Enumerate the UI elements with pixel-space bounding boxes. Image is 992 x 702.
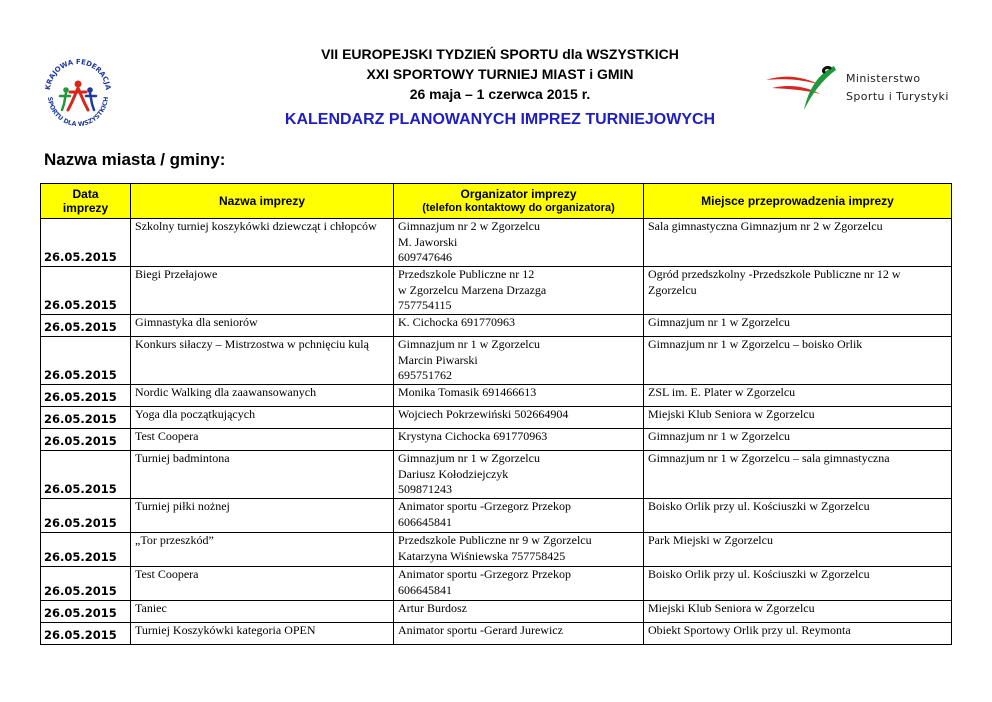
- event-organizer: [394, 451, 644, 499]
- event-name: „Tor przeszkód”: [131, 533, 394, 567]
- event-name: Biegi Przełajowe: [131, 267, 394, 315]
- event-date: 26.05.2015: [41, 533, 131, 567]
- organizer-line: Krystyna Cichocka 691770963: [398, 429, 548, 443]
- event-name: Szkolny turniej koszykówki dziewcząt i chłopców: [131, 219, 394, 267]
- event-organizer: [394, 407, 644, 429]
- events-table: [40, 183, 952, 645]
- table-row: [41, 407, 952, 429]
- event-place: Gimnazjum nr 1 w Zgorzelcu: [644, 429, 952, 451]
- table-row: [41, 623, 952, 645]
- organizer-line: w Zgorzelcu Marzena Drzazga: [398, 282, 547, 297]
- table-row: [41, 315, 952, 337]
- table-row: [41, 337, 952, 385]
- federation-logo-top-text: KRAJOWA FEDERACJA: [44, 57, 112, 91]
- event-organizer: [394, 219, 644, 267]
- event-date: 26.05.2015: [41, 267, 131, 315]
- table-row: [41, 429, 952, 451]
- event-date: 26.05.2015: [41, 601, 131, 623]
- organizer-line: Animator sportu -Grzegorz Przekop: [398, 567, 571, 581]
- event-place: Obiekt Sportowy Orlik przy ul. Reymonta: [644, 623, 952, 645]
- event-place: Boisko Orlik przy ul. Kościuszki w Zgorzelcu: [644, 567, 952, 601]
- organizer-line: 509871243: [398, 482, 452, 496]
- event-name: Taniec: [131, 601, 394, 623]
- event-place: Sala gimnastyczna Gimnazjum nr 2 w Zgorzelcu: [644, 219, 952, 267]
- event-place: Miejski Klub Seniora w Zgorzelcu: [644, 407, 952, 429]
- ministry-logo: [764, 64, 964, 114]
- city-label: Nazwa miasta / gminy:: [44, 150, 226, 169]
- header-date-line-2: imprezy: [62, 201, 109, 215]
- event-organizer: [394, 337, 644, 385]
- event-date: 26.05.2015: [41, 567, 131, 601]
- ministry-line-1: Ministerstwo: [846, 72, 921, 85]
- organizer-line: Gimnazjum nr 1 w Zgorzelcu: [398, 451, 540, 465]
- event-organizer: [394, 567, 644, 601]
- ministry-line-2: Sportu i Turystyki: [846, 90, 949, 103]
- organizer-line: 695751762: [398, 368, 452, 382]
- event-place: Gimnazjum nr 1 w Zgorzelcu – sala gimnastyczna: [644, 451, 952, 499]
- table-header-row: [41, 184, 952, 219]
- header-organizer-line-2: (telefon kontaktowy do organizatora): [422, 202, 615, 214]
- organizer-line: Gimnazjum nr 1 w Zgorzelcu: [398, 337, 540, 351]
- organizer-line: Przedszkole Publiczne nr 9 w Zgorzelcu: [398, 533, 592, 547]
- ministry-name: [846, 70, 949, 106]
- event-date: 26.05.2015: [41, 623, 131, 645]
- organizer-line: Animator sportu -Gerard Jurewicz: [398, 623, 563, 637]
- event-name: Turniej piłki nożnej: [131, 499, 394, 533]
- header-organizer: [394, 184, 644, 219]
- table-row: [41, 499, 952, 533]
- tournament-title: XXI SPORTOWY TURNIEJ MIAST i GMIN: [366, 66, 634, 82]
- svg-text:SPORTU DLA WSZYSTKICH: [46, 96, 110, 128]
- title-block: [200, 44, 800, 132]
- table-row: [41, 385, 952, 407]
- organizer-line: 606645841: [398, 582, 452, 597]
- event-name: Yoga dla początkujących: [131, 407, 394, 429]
- header-date-line-1: Data: [72, 187, 99, 201]
- organizer-line: 606645841: [398, 514, 452, 529]
- event-date: 26.05.2015: [41, 429, 131, 451]
- event-name: Gimnastyka dla seniorów: [131, 315, 394, 337]
- event-date: 26.05.2015: [41, 385, 131, 407]
- organizer-line: Gimnazjum nr 2 w Zgorzelcu: [398, 219, 540, 233]
- event-place: Gimnazjum nr 1 w Zgorzelcu: [644, 315, 952, 337]
- event-place: Ogród przedszkolny -Przedszkole Publiczne nr 12 w Zgorzelcu: [644, 267, 952, 315]
- organizer-line: Przedszkole Publiczne nr 12: [398, 267, 535, 281]
- table-row: [41, 267, 952, 315]
- event-organizer: [394, 429, 644, 451]
- table-row: [41, 567, 952, 601]
- event-organizer: [394, 499, 644, 533]
- table-row: [41, 533, 952, 567]
- organizer-line: 609747646: [398, 250, 452, 264]
- event-organizer: [394, 385, 644, 407]
- table-row: [41, 219, 952, 267]
- table-row: [41, 451, 952, 499]
- federation-logo-bottom-text: SPORTU DLA WSZYSTKICH: [45, 96, 111, 129]
- table-body: [41, 219, 952, 645]
- event-place: Gimnazjum nr 1 w Zgorzelcu – boisko Orlik: [644, 337, 952, 385]
- event-date: 26.05.2015: [41, 219, 131, 267]
- event-place: Miejski Klub Seniora w Zgorzelcu: [644, 601, 952, 623]
- page-header: [0, 0, 992, 150]
- organizer-line: Dariusz Kołodziejczyk: [398, 466, 509, 481]
- header-place: Miejsce przeprowadzenia imprezy: [644, 184, 952, 219]
- event-date: 26.05.2015: [41, 499, 131, 533]
- federation-logo: [38, 52, 118, 132]
- organizer-line: M. Jaworski: [398, 234, 458, 249]
- event-date: 26.05.2015: [41, 451, 131, 499]
- event-title: VII EUROPEJSKI TYDZIEŃ SPORTU dla WSZYSTKICH: [321, 46, 679, 62]
- event-date: 26.05.2015: [41, 315, 131, 337]
- event-organizer: [394, 601, 644, 623]
- event-place: ZSL im. E. Plater w Zgorzelcu: [644, 385, 952, 407]
- organizer-line: Marcin Piwarski: [398, 352, 478, 367]
- organizer-line: Monika Tomasik 691466613: [398, 385, 537, 399]
- event-date: 26.05.2015: [41, 337, 131, 385]
- event-name: Turniej Koszykówki kategoria OPEN: [131, 623, 394, 645]
- event-place: Park Miejski w Zgorzelcu: [644, 533, 952, 567]
- event-dates: 26 maja – 1 czerwca 2015 r.: [409, 86, 591, 102]
- header-event-name: Nazwa imprezy: [131, 184, 394, 219]
- organizer-line: Animator sportu -Grzegorz Przekop: [398, 499, 571, 513]
- organizer-line: Katarzyna Wiśniewska 757758425: [398, 548, 566, 563]
- organizer-line: Wojciech Pokrzewiński 502664904: [398, 407, 569, 421]
- ministry-swoosh-icon: [764, 64, 844, 114]
- event-organizer: [394, 267, 644, 315]
- event-name: Nordic Walking dla zaawansowanych: [131, 385, 394, 407]
- event-name: Turniej badmintona: [131, 451, 394, 499]
- table-row: [41, 601, 952, 623]
- event-date: 26.05.2015: [41, 407, 131, 429]
- organizer-line: K. Cichocka 691770963: [398, 315, 515, 329]
- event-name: Test Coopera: [131, 567, 394, 601]
- event-organizer: [394, 315, 644, 337]
- organizer-line: 757754115: [398, 298, 452, 312]
- event-organizer: [394, 533, 644, 567]
- header-organizer-line-1: Organizator imprezy: [460, 187, 577, 201]
- event-organizer: [394, 623, 644, 645]
- organizer-line: Artur Burdosz: [398, 601, 467, 615]
- event-name: Test Coopera: [131, 429, 394, 451]
- calendar-title: KALENDARZ PLANOWANYCH IMPREZ TURNIEJOWYCH: [284, 111, 716, 128]
- event-place: Boisko Orlik przy ul. Kościuszki w Zgorzelcu: [644, 499, 952, 533]
- header-date: [41, 184, 131, 219]
- event-name: Konkurs siłaczy – Mistrzostwa w pchnięciu kulą: [131, 337, 394, 385]
